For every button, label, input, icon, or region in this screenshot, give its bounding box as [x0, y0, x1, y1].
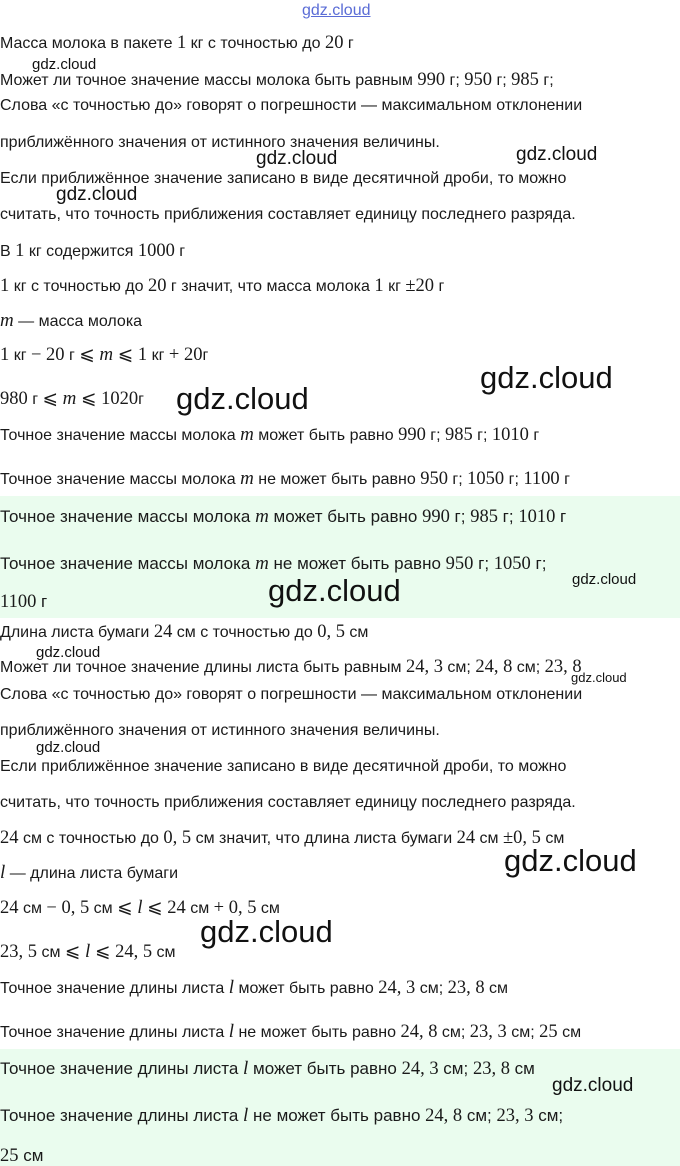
text-segment: 24, 8: [425, 1106, 463, 1126]
text-segment: 24, 3: [378, 978, 416, 998]
text-segment: см: [484, 980, 509, 997]
watermark: gdz.cloud: [200, 914, 333, 949]
text-segment: см: [37, 944, 65, 961]
text-segment: 24: [0, 828, 19, 848]
text-segment: г;: [425, 427, 445, 444]
text-segment: 1: [137, 345, 148, 365]
text-line: [0, 622, 368, 643]
text-segment: 0, 5: [163, 828, 192, 848]
text-segment: см: [557, 1024, 582, 1041]
text-segment: 980: [0, 389, 28, 409]
text-segment: приближённого значения от истинного значения величины.: [0, 134, 440, 151]
text-segment: см;: [415, 980, 448, 997]
text-segment: 1: [15, 241, 25, 261]
text-segment: может быть равно: [253, 427, 399, 444]
text-segment: 1: [374, 276, 384, 296]
text-segment: 24, 8: [475, 657, 513, 677]
text-segment: 24, 5: [115, 942, 153, 962]
text-segment: 1050: [467, 469, 505, 489]
text-segment: см;: [438, 1059, 473, 1078]
text-segment: см;: [512, 659, 545, 676]
text-segment: Длина листа бумаги: [0, 624, 154, 641]
text-segment: см с точностью до: [18, 830, 164, 847]
text-segment: см: [256, 900, 280, 917]
text-segment: В: [0, 243, 16, 260]
text-segment: г: [174, 243, 186, 260]
text-line: [0, 685, 582, 705]
text-segment: см: [18, 1146, 44, 1165]
answer-line: [0, 554, 546, 574]
text-line: [0, 1022, 581, 1043]
text-segment: m: [99, 344, 114, 365]
text-line: [0, 793, 576, 813]
watermark: gdz.cloud: [176, 381, 309, 416]
text-segment: ⩽: [113, 345, 138, 365]
text-segment: Точное значение массы молока: [0, 507, 256, 526]
text-segment: 1100: [0, 592, 37, 612]
watermark: gdz.cloud: [32, 56, 97, 73]
watermark: gdz.cloud: [36, 644, 101, 661]
text-segment: 1050: [493, 554, 531, 574]
text-segment: г: [64, 347, 80, 364]
text-segment: 25: [0, 1146, 19, 1166]
watermark: gdz.cloud: [480, 360, 613, 395]
text-segment: 1010: [518, 507, 556, 527]
text-segment: г;: [530, 554, 547, 573]
text-segment: Масса молока в пакете: [0, 35, 177, 52]
text-segment: 985: [511, 70, 539, 90]
text-segment: 950: [420, 469, 448, 489]
text-segment: г;: [449, 507, 471, 526]
answer-line: [0, 1059, 535, 1079]
text-segment: г: [555, 507, 567, 526]
text-segment: г;: [497, 507, 519, 526]
text-segment: см значит, что длина листа бумаги: [191, 830, 457, 847]
text-segment: m: [0, 310, 14, 331]
text-line: [0, 757, 566, 777]
text-segment: г;: [472, 427, 492, 444]
text-segment: см с точностью до: [172, 624, 318, 641]
text-line: [0, 33, 354, 54]
text-segment: 990: [422, 507, 450, 527]
text-segment: см;: [462, 1106, 497, 1125]
text-segment: ⩽: [64, 942, 86, 962]
text-line: [0, 425, 539, 446]
text-line: [0, 133, 440, 153]
text-line: [0, 978, 508, 999]
text-segment: 985: [444, 425, 473, 445]
text-segment: см;: [442, 659, 476, 676]
watermark: gdz.cloud: [516, 144, 598, 165]
text-line: [0, 828, 564, 849]
text-line: [0, 345, 208, 366]
text-segment: Точное значение длины листа: [0, 1024, 229, 1041]
text-segment: г: [528, 427, 540, 444]
text-segment: может быть равно: [268, 507, 423, 526]
text-segment: Точное значение длины листа: [0, 1059, 244, 1078]
text-segment: см: [475, 830, 503, 847]
text-segment: не может быть равно: [268, 554, 446, 573]
text-segment: 950: [464, 70, 492, 90]
text-segment: ±0, 5: [503, 828, 541, 848]
text-segment: 24, 8: [400, 1022, 438, 1042]
text-segment: г: [138, 391, 144, 408]
text-segment: — длина листа бумаги: [5, 865, 179, 882]
text-segment: m: [255, 553, 269, 574]
text-segment: ⩽: [90, 942, 116, 962]
answer-line: [0, 1106, 563, 1126]
text-segment: кг: [147, 347, 169, 364]
text-segment: + 0, 5: [213, 898, 257, 918]
text-segment: − 0, 5: [46, 898, 90, 918]
text-segment: l: [137, 897, 143, 918]
text-segment: 1020: [101, 389, 139, 409]
watermark: gdz.cloud: [571, 670, 627, 685]
answer-line: [0, 1146, 43, 1166]
text-line: [0, 96, 582, 116]
text-segment: 24: [167, 898, 186, 918]
text-line: [0, 469, 570, 490]
text-segment: Точное значение массы молока: [0, 471, 241, 488]
text-segment: г: [559, 471, 570, 488]
text-segment: m: [240, 424, 254, 445]
text-segment: Точное значение массы молока: [0, 427, 241, 444]
text-segment: приближённого значения от истинного значения величины.: [0, 722, 440, 739]
text-segment: l: [243, 1105, 249, 1126]
text-segment: m: [62, 388, 77, 409]
text-segment: г значит, что масса молока: [166, 278, 375, 295]
text-segment: ⩽: [76, 389, 102, 409]
text-segment: см: [152, 944, 176, 961]
text-segment: 23, 8: [544, 657, 582, 677]
text-segment: г;: [445, 72, 465, 89]
watermark: gdz.cloud: [504, 843, 637, 878]
text-segment: ±20: [405, 276, 435, 296]
text-segment: 23, 8: [447, 978, 485, 998]
watermark: gdz.cloud: [56, 184, 138, 205]
text-segment: г: [36, 592, 48, 611]
text-segment: Точное значение массы молока: [0, 554, 256, 573]
text-segment: см: [18, 900, 47, 917]
text-segment: 25: [539, 1022, 558, 1042]
text-segment: может быть равно: [234, 980, 379, 997]
text-segment: кг содержится: [24, 243, 138, 260]
watermark: gdz.cloud: [268, 573, 401, 608]
text-segment: не может быть равно: [234, 1024, 401, 1041]
text-line: [0, 276, 444, 297]
text-segment: − 20: [30, 345, 65, 365]
text-segment: см;: [533, 1106, 564, 1125]
text-segment: m: [240, 468, 254, 489]
text-segment: см: [185, 900, 214, 917]
text-segment: 20: [147, 276, 167, 296]
text-segment: считать, что точность приближения составляет единицу последнего разряда.: [0, 794, 576, 811]
text-line: [0, 70, 554, 91]
text-segment: 950: [445, 554, 474, 574]
text-segment: 0, 5: [317, 622, 345, 642]
text-segment: Точное значение длины листа: [0, 1106, 244, 1125]
text-segment: + 20: [168, 345, 203, 365]
watermark: gdz.cloud: [572, 571, 637, 588]
text-segment: 23, 8: [472, 1059, 510, 1079]
text-segment: не может быть равно: [253, 471, 421, 488]
text-segment: l: [228, 977, 234, 998]
text-line: [0, 863, 178, 884]
text-segment: 24, 3: [405, 657, 443, 677]
text-segment: 23, 5: [0, 942, 37, 962]
text-segment: г: [27, 391, 43, 408]
watermark: gdz.cloud: [256, 148, 338, 169]
text-line: [0, 241, 185, 262]
text-line: [0, 942, 176, 963]
text-segment: 1: [0, 276, 10, 296]
text-segment: 24: [0, 898, 19, 918]
text-segment: 24: [153, 622, 173, 642]
text-segment: Может ли точное значение массы молока быть равным: [0, 72, 418, 89]
answer-line: [0, 507, 566, 527]
text-segment: Если приближённое значение записано в виде десятичной дроби, то можно: [0, 758, 567, 775]
watermark: gdz.cloud: [36, 739, 101, 756]
text-segment: l: [243, 1058, 249, 1079]
text-segment: 24, 3: [401, 1059, 439, 1079]
text-segment: г: [343, 35, 354, 52]
text-segment: г;: [447, 471, 468, 488]
text-segment: Может ли точное значение длины листа быть равным: [0, 659, 406, 676]
text-segment: 23, 3: [496, 1106, 534, 1126]
text-segment: кг: [9, 347, 31, 364]
text-segment: 1: [176, 33, 187, 53]
text-segment: 20: [324, 33, 344, 53]
text-segment: см: [344, 624, 369, 641]
text-segment: 1000: [137, 241, 175, 261]
text-segment: l: [0, 862, 6, 883]
text-segment: см: [509, 1059, 535, 1078]
text-segment: см;: [437, 1024, 470, 1041]
text-segment: см: [89, 900, 118, 917]
text-segment: m: [255, 506, 269, 527]
text-segment: ⩽: [117, 898, 138, 918]
text-segment: может быть равно: [248, 1059, 402, 1078]
text-segment: г;: [492, 72, 512, 89]
text-segment: l: [85, 941, 91, 962]
text-segment: 990: [417, 70, 446, 90]
text-segment: 990: [398, 425, 426, 445]
text-segment: ⩽: [79, 345, 100, 365]
text-line: [0, 389, 144, 410]
text-segment: кг с точностью до: [186, 35, 325, 52]
text-segment: 1010: [491, 425, 529, 445]
text-segment: считать, что точность приближения составляет единицу последнего разряда.: [0, 206, 576, 223]
text-segment: ⩽: [42, 389, 63, 409]
text-segment: г: [434, 278, 445, 295]
answer-line: [0, 592, 47, 612]
text-segment: 23, 3: [469, 1022, 507, 1042]
text-segment: см;: [506, 1024, 540, 1041]
text-segment: l: [228, 1021, 234, 1042]
text-segment: ⩽: [142, 898, 168, 918]
text-segment: г;: [538, 72, 554, 89]
text-segment: не может быть равно: [248, 1106, 426, 1125]
text-segment: г;: [473, 554, 494, 573]
watermark: gdz.cloud: [552, 1075, 634, 1096]
text-segment: 985: [470, 507, 498, 527]
text-segment: Точное значение длины листа: [0, 980, 229, 997]
text-segment: г;: [504, 471, 524, 488]
text-segment: 24: [456, 828, 476, 848]
text-line: [0, 311, 142, 332]
text-segment: кг: [383, 278, 406, 295]
text-segment: кг с точностью до: [9, 278, 148, 295]
text-segment: Слова «с точностью до» говорят о погрешности — максимальном отклонении: [0, 686, 583, 703]
text-line: [0, 205, 576, 225]
text-line: [0, 721, 440, 741]
text-segment: Слова «с точностью до» говорят о погрешности — максимальном отклонении: [0, 97, 583, 114]
text-segment: г: [202, 347, 209, 364]
site-link[interactable]: gdz.cloud: [302, 2, 371, 19]
text-segment: Если приближённое значение записано в виде десятичной дроби, то можно: [0, 170, 567, 187]
text-segment: 1: [0, 345, 10, 365]
text-segment: — масса молока: [13, 313, 143, 330]
text-segment: см: [540, 830, 565, 847]
text-segment: 1100: [523, 469, 560, 489]
